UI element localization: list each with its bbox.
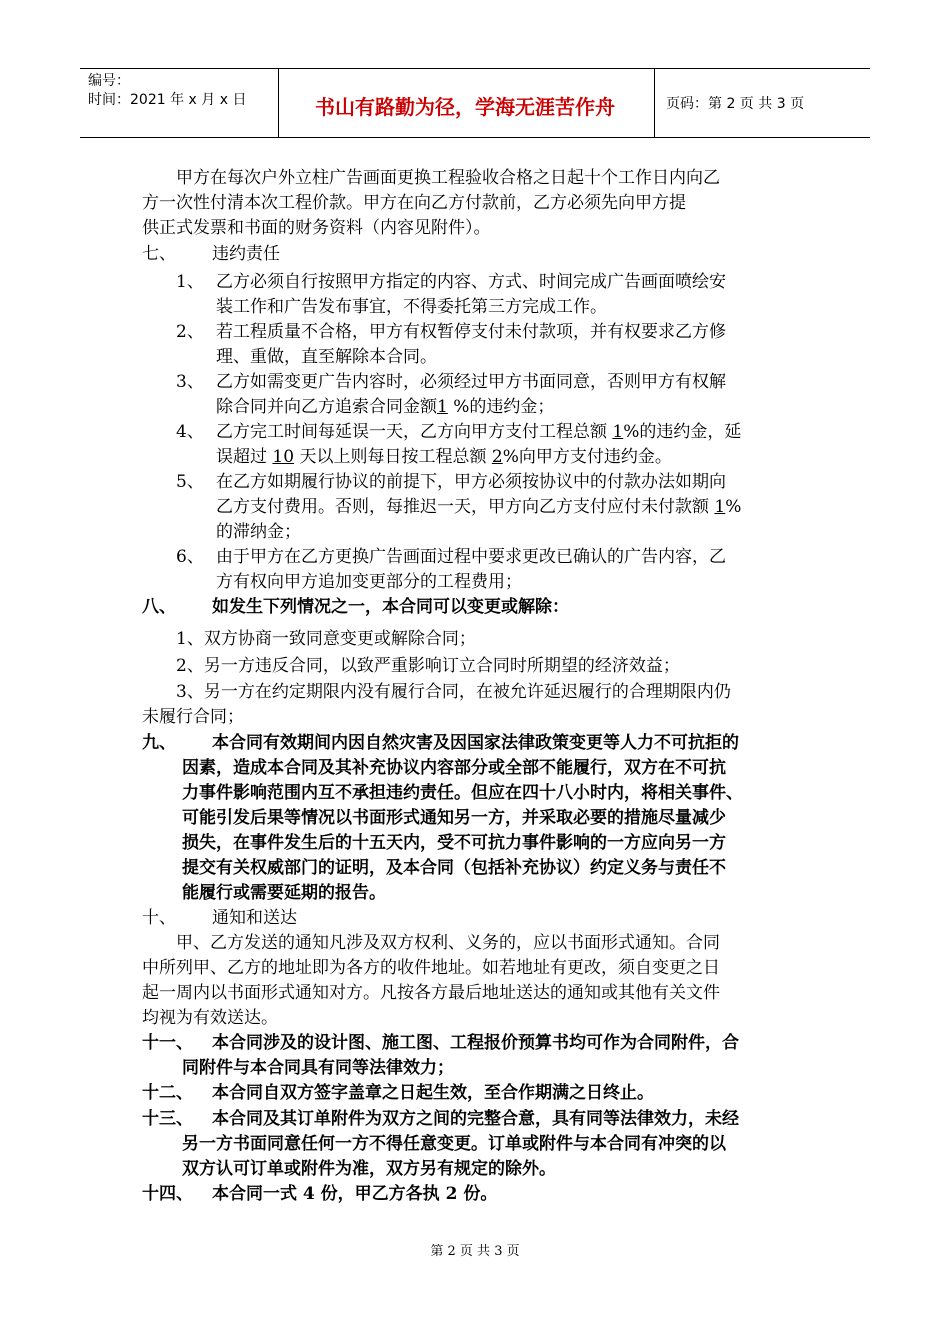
section-number: 七、 [142,244,176,264]
list-item-line: 误超过 10 天以上则每日按工程总额 2%向甲方支付违约金。 [216,447,672,467]
paragraph-line: 甲方在每次户外立柱广告画面更换工程验收合格之日起十个工作日内向乙 [176,168,720,188]
paragraph-line: 损失，在事件发生后的十五天内，受不可抗力事件影响的一方应向另一方 [182,833,726,853]
paragraph-line: 提交有关权威部门的证明，及本合同（包括补充协议）约定义务与责任不 [182,858,726,878]
list-item-line: 3、另一方在约定期限内没有履行合同，在被允许延迟履行的合理期限内仍 [176,682,731,702]
paragraph-line: 起一周内以书面形式通知对方。凡按各方最后地址送达的通知或其他有关文件 [142,983,720,1003]
paragraph-line: 甲、乙方发送的通知凡涉及双方权利、义务的，应以书面形式通知。合同 [176,933,720,953]
header-page-number: 页码：第 2 页 共 3 页 [666,96,805,112]
section-number: 十、 [142,908,176,928]
list-item-line: 理、重做，直至解除本合同。 [216,347,437,367]
paragraph-line: 方一次性付清本次工程价款。甲方在向乙方付款前，乙方必须先向甲方提 [142,193,686,213]
list-item-line: 装工作和广告发布事宜，不得委托第三方完成工作。 [216,297,607,317]
section-number: 十一、 [142,1033,193,1053]
paragraph-line: 另一方书面同意任何一方不得任意变更。订单或附件与本合同有冲突的以 [182,1134,726,1154]
list-item-line: 若工程质量不合格，甲方有权暂停支付未付款项，并有权要求乙方修 [216,322,726,342]
section-number: 九、 [142,733,176,753]
paragraph-line: 同附件与本合同具有同等法律效力； [182,1058,454,1078]
section-number: 十四、 [142,1184,193,1204]
list-item-line: 方有权向甲方追加变更部分的工程费用； [216,572,522,592]
paragraph-line: 本合同有效期间内因自然灾害及因国家法律政策变更等人力不可抗拒的 [212,733,739,753]
section-number: 十三、 [142,1109,193,1129]
list-number: 6、 [176,547,204,567]
section-number: 十二、 [142,1083,193,1103]
list-number: 2、 [176,322,204,342]
list-item-line: 1、双方协商一致同意变更或解除合同； [176,629,476,649]
page-footer: 第 2 页 共 3 页 [430,1244,520,1259]
list-number: 5、 [176,472,204,492]
section-title: 违约责任 [212,244,280,264]
paragraph-line: 供正式发票和书面的财务资料（内容见附件）。 [142,218,491,238]
list-item-line: 未履行合同； [142,707,244,727]
paragraph-line: 本合同及其订单附件为双方之间的完整合意，具有同等法律效力，未经 [212,1109,739,1129]
paragraph-line: 可能引发后果等情况以书面形式通知另一方，并采取必要的措施尽量减少 [182,808,726,828]
document-date: 时间：2021 年 x 月 x 日 [88,92,247,108]
paragraph-line: 双方认可订单或附件为准，双方另有规定的除外。 [182,1159,556,1179]
paragraph-line: 本合同一式 4 份，甲乙方各执 2 份。 [212,1184,498,1204]
penalty-rate: 1 [437,397,448,417]
paragraph-line: 均视为有效送达。 [142,1008,278,1028]
delay-days: 10 [272,447,295,467]
list-item-line: 乙方完工时间每延误一天，乙方向甲方支付工程总额 1%的违约金，延 [216,422,742,442]
list-item-line: 乙方如需变更广告内容时，必须经过甲方书面同意，否则甲方有权解 [216,372,726,392]
list-number: 4、 [176,422,204,442]
header-motto: 书山有路勤为径，学海无涯苦作舟 [315,95,615,119]
list-item-line: 除合同并向乙方追索合同金额1 %的违约金； [216,397,555,417]
header-meta [88,72,246,110]
header-divider [654,69,655,137]
header-divider [278,69,279,137]
paragraph-line: 力事件影响范围内互不承担违约责任。但应在四十八小时内，将相关事件、 [182,783,743,803]
section-number: 八、 [142,597,176,617]
penalty-rate: 2 [491,447,503,467]
late-fee-rate: 1 [714,497,726,517]
list-item-line: 乙方必须自行按照甲方指定的内容、方式、时间完成广告画面喷绘安 [216,272,726,292]
paragraph-line: 中所列甲、乙方的地址即为各方的收件地址。如若地址有更改，须自变更之日 [142,958,720,978]
list-number: 3、 [176,372,204,392]
list-number: 1、 [176,272,204,292]
page-header [80,68,870,138]
list-item-line: 在乙方如期履行协议的前提下，甲方必须按协议中的付款办法如期向 [216,472,726,492]
list-item-line: 由于甲方在乙方更换广告画面过程中要求更改已确认的广告内容，乙 [216,547,726,567]
paragraph-line: 因素，造成本合同及其补充协议内容部分或全部不能履行，双方在不可抗 [182,758,726,778]
paragraph-line: 能履行或需要延期的报告。 [182,883,386,903]
list-item-line: 2、另一方违反合同，以致严重影响订立合同时所期望的经济效益； [176,656,680,676]
paragraph-line: 本合同自双方签字盖章之日起生效，至合作期满之日终止。 [212,1083,654,1103]
document-number: 编号： [88,73,130,89]
list-item-line: 的滞纳金； [216,522,301,542]
section-title: 通知和送达 [212,908,297,928]
section-title: 如发生下列情况之一，本合同可以变更或解除： [212,597,569,617]
paragraph-line: 本合同涉及的设计图、施工图、工程报价预算书均可作为合同附件，合 [212,1033,739,1053]
penalty-rate: 1 [612,422,624,442]
list-item-line: 乙方支付费用。否则，每推迟一天，甲方向乙方支付应付未付款额 1% [216,497,742,517]
